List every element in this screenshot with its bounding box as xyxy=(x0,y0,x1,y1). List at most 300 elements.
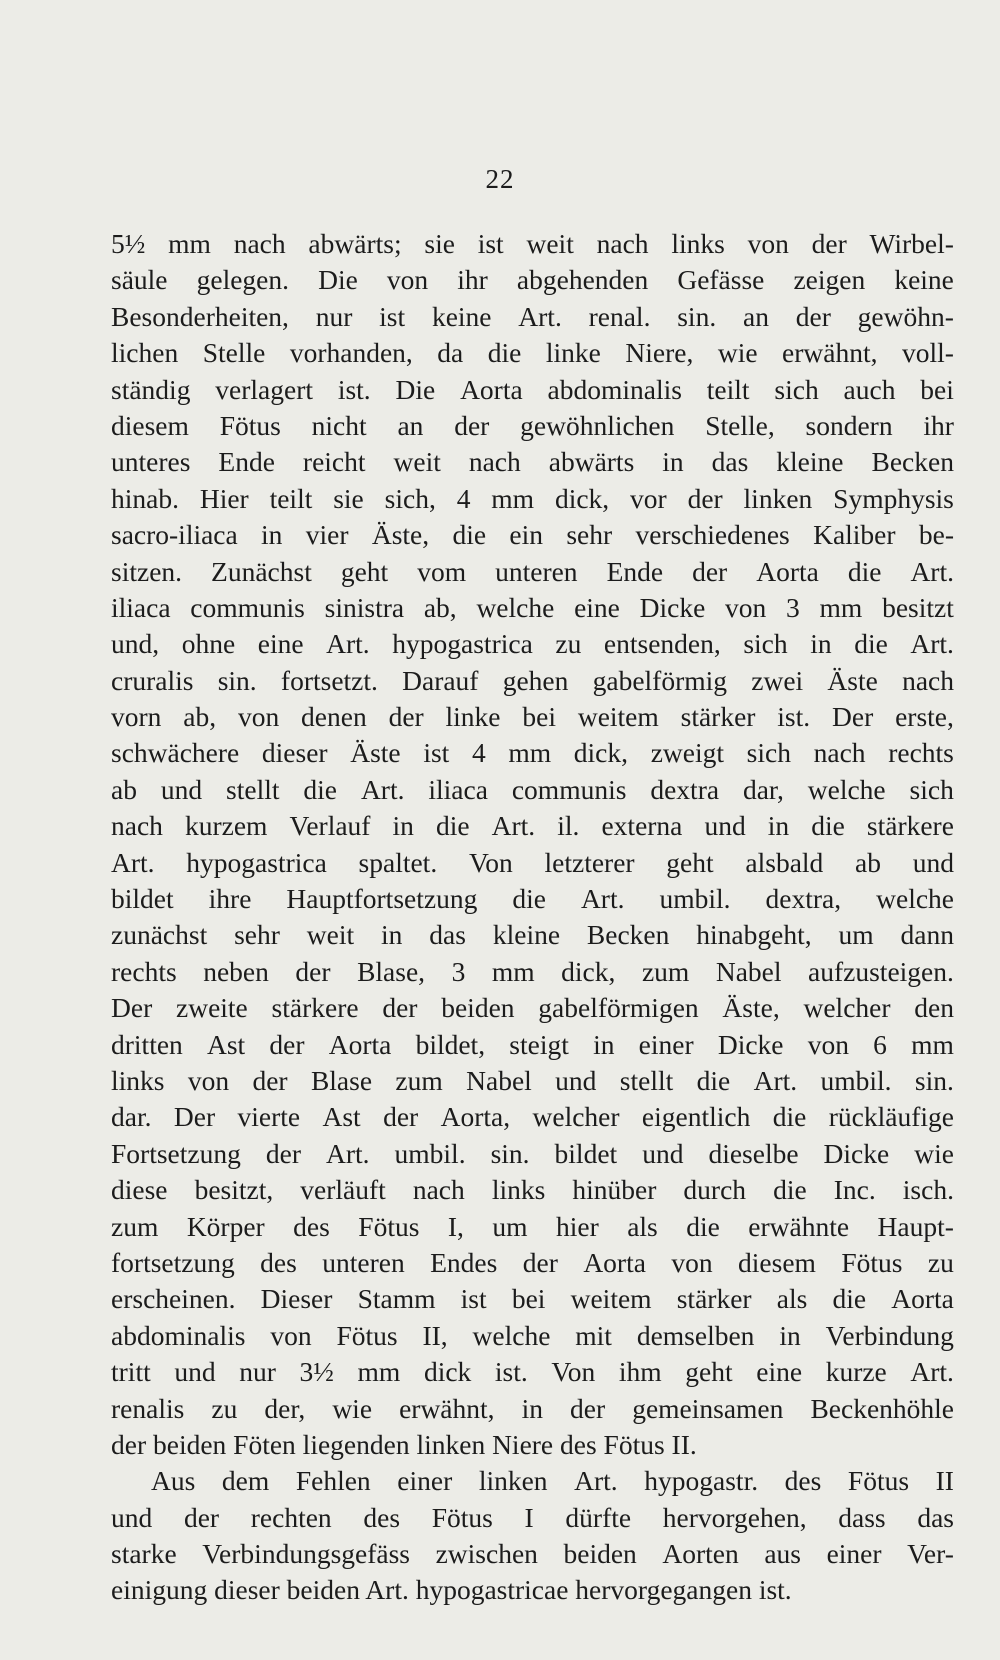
word: ein xyxy=(509,519,544,551)
word: Aorta xyxy=(756,555,819,587)
word: externa xyxy=(601,810,683,842)
word: abdominalis xyxy=(111,1319,246,1351)
word: Aus xyxy=(151,1465,196,1497)
word: unteren xyxy=(495,555,578,587)
text-line xyxy=(111,881,954,917)
word: zwischen xyxy=(435,1538,538,1570)
word: stärkere xyxy=(271,992,359,1024)
word: links xyxy=(111,1064,165,1096)
word: gewöhnlichen xyxy=(520,409,675,441)
word: die xyxy=(435,810,470,842)
word: ihr xyxy=(457,264,488,296)
paragraph-2 xyxy=(111,1463,954,1609)
word: weit xyxy=(526,228,574,259)
word: Fötus xyxy=(841,1246,903,1278)
word: in xyxy=(381,919,403,951)
word: il. xyxy=(557,810,580,842)
text-line xyxy=(111,262,954,298)
word: wie xyxy=(332,1392,373,1424)
word: Art. xyxy=(518,300,562,332)
word: iliaca xyxy=(428,773,488,805)
word: Aorta xyxy=(891,1283,954,1315)
word: Ast xyxy=(322,1101,361,1133)
word: verschiedenes xyxy=(635,519,790,551)
word: sin. xyxy=(914,1064,954,1096)
word: Äste xyxy=(827,664,878,696)
word: I xyxy=(524,1501,534,1533)
word: zweite xyxy=(176,992,248,1024)
word: dieser xyxy=(261,737,328,769)
word: welche xyxy=(807,773,886,805)
word: Fötus xyxy=(847,1465,910,1497)
word: welche xyxy=(472,1319,551,1351)
word: sich xyxy=(746,737,791,769)
word: die xyxy=(303,773,338,805)
word: aus xyxy=(764,1538,801,1570)
word: von xyxy=(237,701,280,733)
word: eine xyxy=(756,1356,803,1388)
word: mit xyxy=(575,1319,612,1351)
word: Fortsetzung xyxy=(111,1137,241,1169)
word: vier xyxy=(305,519,349,551)
word: ab xyxy=(111,773,137,805)
text-line xyxy=(111,517,954,553)
word: weit xyxy=(393,446,441,478)
word: dick xyxy=(423,1356,472,1388)
word: säule xyxy=(111,264,168,296)
word: erste, xyxy=(895,701,954,733)
word: rückläufige xyxy=(828,1101,954,1133)
word: denen xyxy=(301,701,367,733)
text-line xyxy=(111,699,954,735)
word: in xyxy=(662,446,684,478)
word: sich xyxy=(743,628,788,660)
word: verläuft xyxy=(300,1174,386,1206)
word: Fötus xyxy=(219,409,281,441)
word: 3 xyxy=(451,955,466,987)
word: um xyxy=(492,1210,528,1242)
word: dick, xyxy=(561,955,616,987)
word: die xyxy=(773,1174,807,1206)
word: da xyxy=(437,337,464,369)
word: sacro-iliaca xyxy=(111,519,238,551)
word: der xyxy=(795,300,831,332)
word: Kaliber xyxy=(813,519,896,551)
word: um xyxy=(838,919,874,951)
word: dextra, xyxy=(765,883,842,915)
word: weitem xyxy=(570,1283,652,1315)
word: sin. xyxy=(677,300,717,332)
word: Ver- xyxy=(907,1538,954,1570)
text-line xyxy=(111,663,954,699)
word: die xyxy=(512,883,546,915)
word: durch xyxy=(683,1174,747,1206)
word: Art. xyxy=(326,628,370,660)
word: mm xyxy=(819,591,863,623)
word: ihre xyxy=(208,883,252,915)
word: dick, xyxy=(554,482,610,514)
word: communis xyxy=(511,773,627,805)
text-line xyxy=(111,1391,954,1427)
text-line xyxy=(111,1209,954,1245)
word: voll- xyxy=(902,337,954,369)
text-line xyxy=(111,226,954,262)
word: der xyxy=(382,992,418,1024)
word: der xyxy=(295,955,331,987)
word: gemeinsamen xyxy=(632,1392,784,1424)
word: und xyxy=(912,846,954,878)
word: Art. xyxy=(910,1356,954,1388)
text-line xyxy=(111,1063,954,1099)
word: der xyxy=(388,701,424,733)
word: demselben xyxy=(636,1319,755,1351)
word: reicht xyxy=(302,446,366,478)
word: tritt xyxy=(111,1356,151,1388)
word: Wirbel- xyxy=(869,228,954,259)
word: Inc. xyxy=(833,1174,876,1206)
word: nach xyxy=(468,446,521,478)
word: II, xyxy=(422,1319,448,1351)
word: nur xyxy=(315,300,353,332)
text-line xyxy=(111,954,954,990)
word: ist xyxy=(460,1283,487,1315)
word: rechts xyxy=(888,737,954,769)
word: steigt xyxy=(509,1028,569,1060)
word: kurzem xyxy=(184,810,268,842)
word: zunächst xyxy=(111,919,208,951)
word: hypogastrica xyxy=(392,628,533,660)
text-line: der beiden Föten liegenden linken Niere des Fötus II. xyxy=(111,1428,697,1460)
word: in xyxy=(392,810,414,842)
word: 3 xyxy=(786,591,800,623)
word: in xyxy=(261,519,283,551)
word: Aorta xyxy=(328,1028,392,1060)
word: I, xyxy=(447,1210,464,1242)
word: Beckenhöhle xyxy=(810,1392,954,1424)
word: Endes xyxy=(430,1246,498,1278)
word: 4 xyxy=(471,737,486,769)
text-line xyxy=(111,1354,954,1390)
text-line xyxy=(111,626,954,662)
word: sehr xyxy=(566,519,613,551)
word: weitem xyxy=(577,701,659,733)
word: ihm xyxy=(618,1356,662,1388)
word: und xyxy=(160,773,203,805)
word: stärkere xyxy=(866,810,954,842)
word: erwähnt, xyxy=(399,1392,495,1424)
word: vorhanden, xyxy=(289,337,413,369)
word: das xyxy=(917,1501,954,1533)
word: weit xyxy=(306,919,355,951)
word: sie xyxy=(424,228,455,259)
text-line xyxy=(111,845,954,881)
word: eine xyxy=(574,591,620,623)
word: hypogastr. xyxy=(644,1465,759,1497)
word: stärker xyxy=(680,701,756,733)
word: an xyxy=(742,300,769,332)
word: 6 xyxy=(873,1028,887,1060)
word: erwähnt, xyxy=(782,337,878,369)
word: schwächere xyxy=(111,737,240,769)
word: Fehlen xyxy=(295,1465,371,1497)
word: in xyxy=(779,1319,801,1351)
word: 5½ xyxy=(111,228,146,259)
word: und xyxy=(704,810,746,842)
word: sehr xyxy=(234,919,280,951)
word: Von xyxy=(551,1356,596,1388)
text-line: einigung dieser beiden Art. hypogastricae hervorgegangen ist. xyxy=(111,1574,792,1606)
word: nicht xyxy=(311,409,367,441)
word: gehen xyxy=(502,664,569,696)
word: Äste xyxy=(350,737,401,769)
word: ihr xyxy=(923,409,954,441)
word: Ende xyxy=(606,555,664,587)
word: entsenden, xyxy=(603,628,721,660)
word: Die xyxy=(395,373,436,405)
word: diese xyxy=(111,1174,168,1206)
word: spaltet. xyxy=(358,846,438,878)
word: Verbindung xyxy=(825,1319,954,1351)
word: von xyxy=(671,1246,713,1278)
word: linken xyxy=(743,482,813,514)
word: umbil. xyxy=(820,1064,892,1096)
word: die xyxy=(487,337,522,369)
word: besitzt, xyxy=(194,1174,274,1206)
word: eigentlich xyxy=(641,1101,751,1133)
word: ab, xyxy=(423,591,457,623)
word: gabelförmig xyxy=(592,664,728,696)
word: links xyxy=(671,228,725,259)
word: hier xyxy=(555,1210,599,1242)
word: nur xyxy=(239,1356,276,1388)
word: sin. xyxy=(217,664,257,696)
word: dar. xyxy=(111,1101,152,1133)
word: stärker xyxy=(676,1283,752,1315)
word: dass xyxy=(838,1501,886,1533)
word: Art. xyxy=(491,810,536,842)
word: bildet, xyxy=(415,1028,486,1060)
word: und xyxy=(555,1064,597,1096)
word: von xyxy=(386,264,429,296)
text-line xyxy=(111,1099,954,1135)
word: welcher xyxy=(532,1101,620,1133)
word: Ast xyxy=(207,1028,246,1060)
word: ab xyxy=(855,846,881,878)
word: einer xyxy=(638,1028,694,1060)
word: Der xyxy=(173,1101,216,1133)
text-line xyxy=(111,772,954,808)
word: vor xyxy=(630,482,667,514)
word: hypogastrica xyxy=(186,846,327,878)
word: eine xyxy=(257,628,304,660)
word: zu xyxy=(211,1392,238,1424)
word: rechts xyxy=(111,955,177,987)
word: Die xyxy=(318,264,358,296)
word: ist. xyxy=(337,373,371,405)
word: ab, xyxy=(183,701,217,733)
word: die xyxy=(696,1064,731,1096)
word: ist xyxy=(477,228,504,259)
word: Art. xyxy=(910,555,954,587)
word: teilt xyxy=(269,482,313,514)
word: von xyxy=(807,1028,849,1060)
text-line xyxy=(111,335,954,371)
word: Darauf xyxy=(402,664,479,696)
word: dick, xyxy=(573,737,629,769)
word: Art. xyxy=(574,1465,618,1497)
word: kleine xyxy=(776,446,844,478)
word: geht xyxy=(685,1356,733,1388)
word: sich, xyxy=(384,482,436,514)
word: starke xyxy=(111,1538,177,1570)
word: linke xyxy=(445,701,501,733)
word: welcher xyxy=(803,992,891,1024)
word: unteren xyxy=(322,1246,405,1278)
word: keine xyxy=(894,264,954,296)
word: die xyxy=(686,1210,720,1242)
word: Becken xyxy=(871,446,954,478)
word: ohne xyxy=(181,628,236,660)
word: ist xyxy=(379,300,406,332)
word: rechten xyxy=(250,1501,332,1533)
text-line xyxy=(111,1245,954,1281)
word: Gefässe xyxy=(677,264,765,296)
word: kurze xyxy=(825,1356,887,1388)
word: Zunächst xyxy=(211,555,312,587)
word: des xyxy=(363,1501,401,1533)
word: gelegen. xyxy=(196,264,289,296)
word: die xyxy=(772,1101,807,1133)
word: hinab. xyxy=(111,482,179,514)
word: wie xyxy=(717,337,758,369)
word: von xyxy=(187,1064,230,1096)
word: abdominalis xyxy=(547,373,682,405)
word: Hier xyxy=(199,482,249,514)
word: nach xyxy=(412,1174,465,1206)
word: nach xyxy=(902,664,954,696)
word: Aorta xyxy=(583,1246,646,1278)
text-line xyxy=(111,1281,954,1317)
paragraph-1 xyxy=(111,226,954,1463)
word: des xyxy=(293,1210,330,1242)
word: Art. xyxy=(111,846,155,878)
word: kleine xyxy=(492,919,561,951)
word: sondern xyxy=(805,409,893,441)
word: Haupt- xyxy=(877,1210,954,1242)
page-number: 22 xyxy=(485,164,515,194)
word: verlagert xyxy=(215,373,313,405)
word: zu xyxy=(927,1246,954,1278)
word: dürfte xyxy=(565,1501,632,1533)
word: Dieser xyxy=(260,1283,333,1315)
word: vierte xyxy=(237,1101,301,1133)
word: und xyxy=(111,1501,153,1533)
word: 4 xyxy=(456,482,471,514)
word: das xyxy=(711,446,749,478)
word: sin. xyxy=(490,1137,530,1169)
text-line xyxy=(111,299,954,335)
word: vom xyxy=(417,555,467,587)
word: zeigen xyxy=(793,264,866,296)
word: linke xyxy=(545,337,601,369)
word: be- xyxy=(918,519,954,551)
word: besitzt xyxy=(882,591,954,623)
word: der xyxy=(183,1501,220,1533)
word: das xyxy=(429,919,466,951)
text-line xyxy=(111,808,954,844)
word: beiden xyxy=(563,1538,637,1570)
word: Dicke xyxy=(717,1028,784,1060)
word: Art. xyxy=(910,628,954,660)
word: diesem xyxy=(111,409,189,441)
word: der xyxy=(692,555,728,587)
word: der xyxy=(687,482,723,514)
word: alsbald xyxy=(745,846,824,878)
word: Symphysis xyxy=(833,482,954,514)
text-line xyxy=(111,1463,954,1499)
word: geht xyxy=(340,555,389,587)
word: dem xyxy=(221,1465,270,1497)
word: sich xyxy=(774,373,819,405)
word: keine xyxy=(431,300,492,332)
word: als xyxy=(627,1210,658,1242)
text-line xyxy=(111,917,954,953)
word: Stelle, xyxy=(705,409,775,441)
word: welche xyxy=(876,883,954,915)
text-line xyxy=(111,444,954,480)
word: ständig xyxy=(111,373,191,405)
word: Nabel xyxy=(466,1064,532,1096)
text-line xyxy=(111,372,954,408)
word: der xyxy=(454,409,490,441)
word: bildet xyxy=(111,883,174,915)
word: des xyxy=(260,1246,297,1278)
word: abwärts; xyxy=(308,228,402,259)
word: Verlauf xyxy=(289,810,371,842)
word: Aorta xyxy=(460,373,523,405)
word: der xyxy=(252,1064,288,1096)
word: bei xyxy=(511,1283,546,1315)
word: diesem xyxy=(738,1246,816,1278)
text-line xyxy=(111,1318,954,1354)
word: Nabel xyxy=(715,955,782,987)
word: teilt xyxy=(706,373,750,405)
word: nach xyxy=(233,228,286,259)
word: hervorgehen, xyxy=(662,1501,807,1533)
word: Dicke xyxy=(823,1137,890,1169)
word: Fötus xyxy=(431,1501,493,1533)
word: von xyxy=(725,591,767,623)
word: der, xyxy=(264,1392,306,1424)
word: letzterer xyxy=(544,846,635,878)
word: Art. xyxy=(325,1137,370,1169)
word: Hauptfortsetzung xyxy=(286,883,478,915)
word: lichen xyxy=(111,337,179,369)
text-line xyxy=(111,1536,954,1572)
word: Ende xyxy=(218,446,275,478)
text-line xyxy=(111,990,954,1026)
text-line xyxy=(111,735,954,771)
word: zum xyxy=(395,1064,443,1096)
word: Art. xyxy=(753,1064,798,1096)
word: hinüber xyxy=(572,1174,657,1206)
word: isch. xyxy=(902,1174,954,1206)
word: beiden xyxy=(441,992,515,1024)
word: Äste, xyxy=(722,992,780,1024)
word: Stamm xyxy=(357,1283,436,1315)
body-text xyxy=(111,226,954,1609)
word: in xyxy=(593,1028,615,1060)
